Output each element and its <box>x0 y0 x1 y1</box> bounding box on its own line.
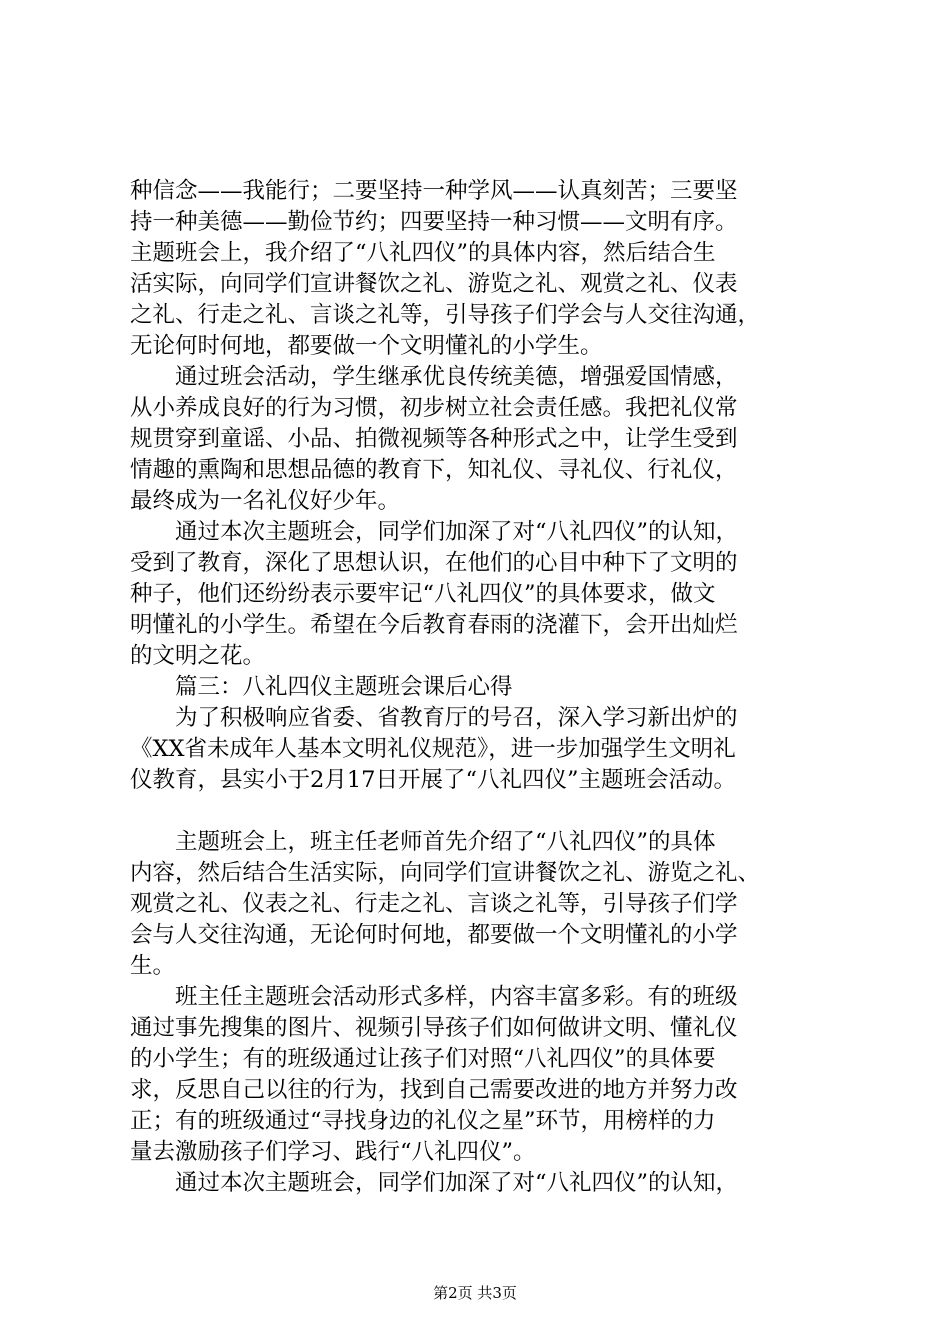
text-line: 篇三：八礼四仪主题班会课后心得 <box>175 674 513 700</box>
text-line: 观赏之礼、仪表之礼、行走之礼、言谈之礼等，引导孩子们学 <box>130 891 738 917</box>
text-line: 求，反思自己以往的行为，找到自己需要改进的地方并努力改 <box>130 1077 738 1103</box>
text-line: 主题班会上，我介绍了“八礼四仪”的具体内容，然后结合生 <box>130 240 716 266</box>
text-line: 种信念——我能行；二要坚持一种学风——认真刻苦；三要坚 <box>130 178 738 204</box>
text-line: 无论何时何地，都要做一个文明懂礼的小学生。 <box>130 333 603 359</box>
text-line: 《XX省未成年人基本文明礼仪规范》，进一步加强学生文明礼 <box>130 736 736 762</box>
text-line: 规贯穿到童谣、小品、拍微视频等各种形式之中，让学生受到 <box>130 426 738 452</box>
text-line: 情趣的熏陶和思想品德的教育下，知礼仪、寻礼仪、行礼仪， <box>130 457 738 483</box>
text-line: 通过班会活动，学生继承优良传统美德，增强爱国情感， <box>175 364 738 390</box>
text-line: 为了积极响应省委、省教育厅的号召，深入学习新出炉的 <box>175 705 738 731</box>
text-line: 从小养成良好的行为习惯，初步树立社会责任感。我把礼仪常 <box>130 395 738 421</box>
text-line: 通过本次主题班会，同学们加深了对“八礼四仪”的认知， <box>175 519 739 545</box>
text-line: 仪教育，县实小于2月17日开展了“八礼四仪”主题班会活动。 <box>130 767 736 793</box>
text-line: 活实际，向同学们宣讲餐饮之礼、游览之礼、观赏之礼、仪表 <box>130 271 738 297</box>
text-line: 通过事先搜集的图片、视频引导孩子们如何做讲文明、懂礼仪 <box>130 1015 738 1041</box>
text-line: 量去激励孩子们学习、践行“八礼四仪”。 <box>130 1139 536 1165</box>
text-line: 种子，他们还纷纷表示要牢记“八礼四仪”的具体要求，做文 <box>130 581 716 607</box>
text-line: 正；有的班级通过“寻找身边的礼仪之星”环节，用榜样的力 <box>130 1108 716 1134</box>
text-line: 之礼、行走之礼、言谈之礼等，引导孩子们学会与人交往沟通， <box>130 302 761 328</box>
text-line: 生。 <box>130 953 176 979</box>
text-line: 班主任主题班会活动形式多样，内容丰富多彩。有的班级 <box>175 984 738 1010</box>
text-line: 最终成为一名礼仪好少年。 <box>130 488 401 514</box>
text-line: 持一种美德——勤俭节约；四要坚持一种习惯——文明有序。 <box>130 209 738 235</box>
text-line: 通过本次主题班会，同学们加深了对“八礼四仪”的认知， <box>175 1170 739 1196</box>
text-line: 的文明之花。 <box>130 643 266 669</box>
page-footer: 第2页 共3页 <box>433 1284 517 1302</box>
blank-line <box>130 796 850 827</box>
text-line: 受到了教育，深化了思想认识，在他们的心目中种下了文明的 <box>130 550 738 576</box>
text-line: 内容，然后结合生活实际，向同学们宣讲餐饮之礼、游览之礼、 <box>130 860 761 886</box>
text-line: 明懂礼的小学生。希望在今后教育春雨的浇灌下，会开出灿烂 <box>130 612 738 638</box>
text-line: 会与人交往沟通，无论何时何地，都要做一个文明懂礼的小学 <box>130 922 738 948</box>
text-line: 主题班会上，班主任老师首先介绍了“八礼四仪”的具体 <box>175 829 716 855</box>
text-line: 的小学生；有的班级通过让孩子们对照“八礼四仪”的具体要 <box>130 1046 716 1072</box>
document-body <box>130 176 850 1199</box>
